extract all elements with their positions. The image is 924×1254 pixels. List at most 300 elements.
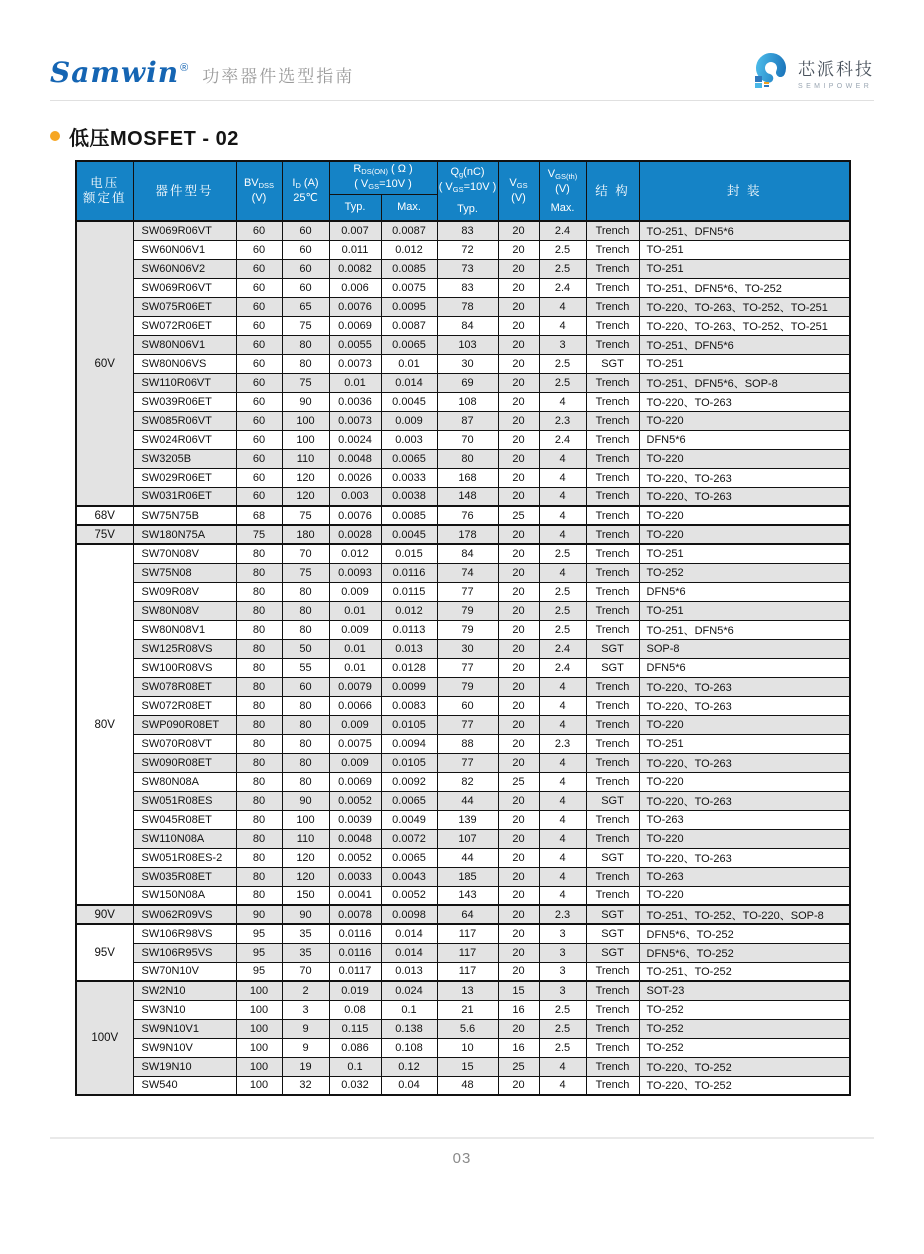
cell-id: 90	[282, 905, 329, 924]
cell-id: 75	[282, 563, 329, 582]
cell-part-number: SW125R08VS	[133, 639, 236, 658]
table-row	[76, 449, 850, 468]
table-row	[76, 791, 850, 810]
cell-bvdss: 60	[236, 449, 282, 468]
cell-id: 80	[282, 354, 329, 373]
cell-rdson-max: 0.138	[381, 1019, 437, 1038]
col-qg	[437, 161, 498, 221]
semipower-logo-icon	[748, 51, 790, 93]
cell-package: TO-220、TO-263、TO-252、TO-251	[639, 316, 850, 335]
cell-rdson-max: 0.1	[381, 1000, 437, 1019]
cell-id: 80	[282, 601, 329, 620]
qg-base: Q	[450, 166, 459, 178]
cell-package: TO-220、TO-263	[639, 791, 850, 810]
vgs-sub: GS	[516, 181, 528, 190]
cell-rdson-typ: 0.009	[329, 715, 381, 734]
cell-structure: Trench	[586, 449, 639, 468]
cell-bvdss: 90	[236, 905, 282, 924]
cell-part-number: SW024R06VT	[133, 430, 236, 449]
cell-id: 80	[282, 734, 329, 753]
cell-vgs: 20	[498, 1076, 539, 1095]
cell-bvdss: 80	[236, 582, 282, 601]
cell-rdson-max: 0.0045	[381, 525, 437, 544]
cell-rdson-max: 0.0128	[381, 658, 437, 677]
cell-part-number: SW75N08	[133, 563, 236, 582]
cell-qg-typ: 79	[437, 677, 498, 696]
cell-rdson-typ: 0.086	[329, 1038, 381, 1057]
cell-vgsth-max: 2.5	[539, 582, 586, 601]
cell-rdson-typ: 0.0052	[329, 791, 381, 810]
cell-qg-typ: 117	[437, 962, 498, 981]
cell-structure: Trench	[586, 772, 639, 791]
cell-package: TO-220、TO-263、TO-252、TO-251	[639, 297, 850, 316]
cell-package: TO-251	[639, 259, 850, 278]
cell-id: 80	[282, 335, 329, 354]
cell-part-number: SW062R09VS	[133, 905, 236, 924]
cell-bvdss: 95	[236, 962, 282, 981]
cell-part-number: SW60N06V1	[133, 240, 236, 259]
cell-vgsth-max: 2.5	[539, 601, 586, 620]
table-row	[76, 240, 850, 259]
cell-rdson-typ: 0.0039	[329, 810, 381, 829]
cell-qg-typ: 70	[437, 430, 498, 449]
cell-id: 9	[282, 1038, 329, 1057]
cell-id: 180	[282, 525, 329, 544]
cell-package: TO-220	[639, 829, 850, 848]
cell-rdson-max: 0.014	[381, 373, 437, 392]
cell-rdson-typ: 0.0041	[329, 886, 381, 905]
cell-qg-typ: 30	[437, 639, 498, 658]
cell-vgs: 20	[498, 316, 539, 335]
table-row	[76, 1057, 850, 1076]
cell-rdson-typ: 0.0073	[329, 354, 381, 373]
cell-part-number: SW029R06ET	[133, 468, 236, 487]
cell-part-number: SW60N06V2	[133, 259, 236, 278]
cell-qg-typ: 10	[437, 1038, 498, 1057]
table-row	[76, 373, 850, 392]
cell-id: 2	[282, 981, 329, 1000]
cell-structure: Trench	[586, 525, 639, 544]
cell-vgsth-max: 4	[539, 297, 586, 316]
cell-vgsth-max: 4	[539, 867, 586, 886]
cell-package: TO-263	[639, 810, 850, 829]
cell-vgsth-max: 4	[539, 696, 586, 715]
cell-qg-typ: 80	[437, 449, 498, 468]
cell-part-number: SW078R08ET	[133, 677, 236, 696]
bvdss-sub: DSS	[258, 181, 275, 190]
cell-qg-typ: 30	[437, 354, 498, 373]
cell-structure: Trench	[586, 1000, 639, 1019]
cell-bvdss: 80	[236, 544, 282, 563]
cell-rdson-max: 0.003	[381, 430, 437, 449]
cell-vgsth-max: 2.3	[539, 905, 586, 924]
mosfet-selection-table	[75, 160, 851, 1096]
vgs-unit: (V)	[511, 192, 526, 204]
page-title: 低压MOSFET - 02	[69, 127, 239, 150]
table-row	[76, 924, 850, 943]
cell-package: DFN5*6	[639, 582, 850, 601]
table-row	[76, 563, 850, 582]
cell-vgsth-max: 3	[539, 335, 586, 354]
table-row	[76, 392, 850, 411]
cell-vgs: 20	[498, 259, 539, 278]
cell-part-number: SW069R06VT	[133, 221, 236, 240]
cell-package: TO-251	[639, 601, 850, 620]
cell-package: TO-220	[639, 449, 850, 468]
cell-part-number: SW039R06ET	[133, 392, 236, 411]
cell-vgs: 20	[498, 905, 539, 924]
cell-part-number: SW9N10V1	[133, 1019, 236, 1038]
cell-qg-typ: 148	[437, 487, 498, 506]
table-header	[76, 161, 850, 221]
cell-structure: Trench	[586, 411, 639, 430]
cell-package: TO-251	[639, 354, 850, 373]
cell-rdson-max: 0.012	[381, 601, 437, 620]
table-row	[76, 221, 850, 240]
cell-vgsth-max: 4	[539, 316, 586, 335]
voltage-group-label: 68V	[76, 506, 133, 525]
cell-id: 60	[282, 259, 329, 278]
cell-qg-typ: 72	[437, 240, 498, 259]
cell-bvdss: 100	[236, 1019, 282, 1038]
rdson-cond-post: =10V )	[379, 177, 412, 190]
cell-vgs: 20	[498, 525, 539, 544]
cell-id: 110	[282, 829, 329, 848]
cell-structure: Trench	[586, 278, 639, 297]
cell-id: 60	[282, 221, 329, 240]
cell-structure: Trench	[586, 734, 639, 753]
cell-qg-typ: 15	[437, 1057, 498, 1076]
cell-part-number: SW069R06VT	[133, 278, 236, 297]
cell-id: 65	[282, 297, 329, 316]
cell-rdson-max: 0.0065	[381, 335, 437, 354]
cell-qg-typ: 168	[437, 468, 498, 487]
cell-package: TO-252	[639, 1038, 850, 1057]
cell-rdson-typ: 0.1	[329, 1057, 381, 1076]
cell-qg-typ: 143	[437, 886, 498, 905]
cell-package: TO-251、DFN5*6	[639, 221, 850, 240]
cell-rdson-max: 0.01	[381, 354, 437, 373]
cell-structure: Trench	[586, 962, 639, 981]
cell-vgs: 20	[498, 221, 539, 240]
col-structure: 结 构	[586, 161, 639, 221]
cell-part-number: SW80N08A	[133, 772, 236, 791]
table-row	[76, 734, 850, 753]
cell-id: 120	[282, 487, 329, 506]
cell-vgsth-max: 4	[539, 791, 586, 810]
header-divider	[50, 100, 874, 101]
cell-part-number: SW19N10	[133, 1057, 236, 1076]
cell-structure: SGT	[586, 848, 639, 867]
cell-id: 3	[282, 1000, 329, 1019]
cell-part-number: SW085R06VT	[133, 411, 236, 430]
cell-qg-typ: 139	[437, 810, 498, 829]
cell-vgs: 20	[498, 544, 539, 563]
cell-qg-typ: 107	[437, 829, 498, 848]
cell-vgs: 20	[498, 354, 539, 373]
cell-id: 120	[282, 848, 329, 867]
cell-qg-typ: 82	[437, 772, 498, 791]
table-row	[76, 487, 850, 506]
cell-part-number: SW2N10	[133, 981, 236, 1000]
orange-bullet-icon	[50, 131, 60, 141]
cell-vgsth-max: 4	[539, 563, 586, 582]
cell-package: TO-251	[639, 734, 850, 753]
vgsth-base: V	[547, 167, 556, 180]
cell-id: 9	[282, 1019, 329, 1038]
cell-bvdss: 100	[236, 1057, 282, 1076]
cell-vgs: 20	[498, 867, 539, 886]
cell-id: 80	[282, 715, 329, 734]
cell-rdson-typ: 0.0078	[329, 905, 381, 924]
table-row	[76, 582, 850, 601]
cell-part-number: SW075R06ET	[133, 297, 236, 316]
cell-qg-typ: 117	[437, 924, 498, 943]
cell-part-number: SW3205B	[133, 449, 236, 468]
cell-vgs: 20	[498, 962, 539, 981]
cell-bvdss: 80	[236, 848, 282, 867]
cell-structure: Trench	[586, 430, 639, 449]
cell-rdson-max: 0.0087	[381, 221, 437, 240]
cell-bvdss: 80	[236, 829, 282, 848]
cell-id: 80	[282, 696, 329, 715]
cell-structure: Trench	[586, 829, 639, 848]
cell-vgs: 16	[498, 1038, 539, 1057]
cell-bvdss: 60	[236, 316, 282, 335]
cell-bvdss: 60	[236, 411, 282, 430]
cell-package: TO-252	[639, 1019, 850, 1038]
table-row	[76, 772, 850, 791]
cell-vgsth-max: 2.5	[539, 620, 586, 639]
cell-rdson-max: 0.012	[381, 240, 437, 259]
cell-rdson-typ: 0.007	[329, 221, 381, 240]
col-vgsth	[539, 161, 586, 221]
cell-vgsth-max: 4	[539, 468, 586, 487]
cell-vgsth-max: 4	[539, 715, 586, 734]
cell-rdson-max: 0.0087	[381, 316, 437, 335]
rdson-sub: DS(ON)	[361, 166, 388, 176]
table-row	[76, 1000, 850, 1019]
rdson-after: ( Ω )	[387, 162, 413, 175]
cell-qg-typ: 74	[437, 563, 498, 582]
cell-structure: Trench	[586, 810, 639, 829]
cell-vgsth-max: 2.5	[539, 354, 586, 373]
qg-cond-sub: GS	[452, 185, 464, 194]
cell-rdson-max: 0.013	[381, 639, 437, 658]
cell-rdson-typ: 0.006	[329, 278, 381, 297]
cell-package: TO-252	[639, 1000, 850, 1019]
cell-package: TO-251、DFN5*6	[639, 335, 850, 354]
cell-id: 60	[282, 278, 329, 297]
cell-structure: Trench	[586, 601, 639, 620]
cell-vgsth-max: 2.5	[539, 373, 586, 392]
cell-vgs: 20	[498, 601, 539, 620]
cell-rdson-max: 0.015	[381, 544, 437, 563]
cell-bvdss: 60	[236, 240, 282, 259]
id-base: I	[292, 177, 296, 189]
cell-structure: SGT	[586, 924, 639, 943]
cell-rdson-max: 0.0085	[381, 506, 437, 525]
table-row	[76, 468, 850, 487]
cell-rdson-max: 0.0065	[381, 449, 437, 468]
table-row	[76, 316, 850, 335]
cell-part-number: SW540	[133, 1076, 236, 1095]
table-row	[76, 1076, 850, 1095]
cell-vgs: 20	[498, 297, 539, 316]
cell-structure: Trench	[586, 506, 639, 525]
cell-id: 120	[282, 468, 329, 487]
cell-vgs: 20	[498, 677, 539, 696]
cell-package: TO-220、TO-263	[639, 487, 850, 506]
cell-vgsth-max: 2.4	[539, 658, 586, 677]
cell-rdson-typ: 0.0052	[329, 848, 381, 867]
cell-vgs: 20	[498, 620, 539, 639]
table-row	[76, 829, 850, 848]
cell-vgs: 20	[498, 563, 539, 582]
cell-rdson-max: 0.0113	[381, 620, 437, 639]
cell-id: 110	[282, 449, 329, 468]
cell-rdson-typ: 0.0073	[329, 411, 381, 430]
voltage-group-label: 60V	[76, 221, 133, 506]
cell-part-number: SW110R06VT	[133, 373, 236, 392]
cell-id: 90	[282, 392, 329, 411]
cell-bvdss: 60	[236, 392, 282, 411]
cell-structure: Trench	[586, 1057, 639, 1076]
cell-id: 80	[282, 772, 329, 791]
cell-bvdss: 95	[236, 924, 282, 943]
cell-rdson-typ: 0.01	[329, 639, 381, 658]
cell-package: DFN5*6	[639, 430, 850, 449]
cell-vgs: 20	[498, 373, 539, 392]
table-row	[76, 696, 850, 715]
cell-part-number: SW031R06ET	[133, 487, 236, 506]
cell-vgsth-max: 3	[539, 962, 586, 981]
cell-qg-typ: 69	[437, 373, 498, 392]
cell-qg-typ: 76	[437, 506, 498, 525]
id-sub: D	[295, 181, 301, 190]
cell-part-number: SW051R08ES-2	[133, 848, 236, 867]
cell-vgs: 20	[498, 278, 539, 297]
cell-part-number: SW090R08ET	[133, 753, 236, 772]
cell-part-number: SW80N08V1	[133, 620, 236, 639]
logo-en-text: SEMIPOWER	[798, 82, 873, 90]
cell-bvdss: 80	[236, 601, 282, 620]
cell-id: 100	[282, 810, 329, 829]
table-row	[76, 411, 850, 430]
cell-part-number: SW150N08A	[133, 886, 236, 905]
rdson-base: R	[353, 162, 362, 175]
cell-bvdss: 60	[236, 373, 282, 392]
cell-rdson-typ: 0.0048	[329, 449, 381, 468]
id-after: (A)	[300, 177, 319, 189]
table-row	[76, 810, 850, 829]
cell-structure: Trench	[586, 221, 639, 240]
cell-structure: Trench	[586, 316, 639, 335]
cell-vgsth-max: 2.3	[539, 411, 586, 430]
cell-rdson-max: 0.0105	[381, 753, 437, 772]
cell-rdson-max: 0.0115	[381, 582, 437, 601]
cell-part-number: SW3N10	[133, 1000, 236, 1019]
cell-qg-typ: 84	[437, 544, 498, 563]
cell-vgsth-max: 2.4	[539, 430, 586, 449]
cell-vgsth-max: 2.5	[539, 1000, 586, 1019]
cell-part-number: SW70N10V	[133, 962, 236, 981]
cell-vgs: 15	[498, 981, 539, 1000]
table-row	[76, 1038, 850, 1057]
cell-id: 100	[282, 411, 329, 430]
table-row	[76, 620, 850, 639]
cell-rdson-typ: 0.0079	[329, 677, 381, 696]
cell-qg-typ: 44	[437, 848, 498, 867]
table-row	[76, 259, 850, 278]
cell-rdson-max: 0.014	[381, 943, 437, 962]
cell-qg-typ: 77	[437, 753, 498, 772]
cell-structure: Trench	[586, 468, 639, 487]
cell-vgs: 20	[498, 240, 539, 259]
cell-rdson-typ: 0.01	[329, 373, 381, 392]
cell-rdson-typ: 0.019	[329, 981, 381, 1000]
cell-package: DFN5*6、TO-252	[639, 943, 850, 962]
guide-subtitle: 功率器件选型指南	[202, 66, 355, 86]
qg-cond-post: =10V )	[463, 181, 497, 193]
cell-package: SOP-8	[639, 639, 850, 658]
table-row	[76, 525, 850, 544]
cell-package: TO-251、DFN5*6、SOP-8	[639, 373, 850, 392]
cell-qg-typ: 103	[437, 335, 498, 354]
cell-bvdss: 80	[236, 658, 282, 677]
cell-structure: Trench	[586, 867, 639, 886]
cell-part-number: SW051R08ES	[133, 791, 236, 810]
cell-id: 70	[282, 962, 329, 981]
col-package: 封 装	[639, 161, 850, 221]
cell-rdson-typ: 0.0033	[329, 867, 381, 886]
table-header-row-main	[76, 161, 850, 194]
table-body	[76, 221, 850, 1095]
cell-qg-typ: 88	[437, 734, 498, 753]
cell-package: TO-220、TO-263	[639, 468, 850, 487]
cell-structure: SGT	[586, 791, 639, 810]
cell-part-number: SW106R98VS	[133, 924, 236, 943]
cell-package: TO-251、TO-252、TO-220、SOP-8	[639, 905, 850, 924]
cell-vgsth-max: 4	[539, 449, 586, 468]
cell-id: 50	[282, 639, 329, 658]
cell-vgsth-max: 4	[539, 1057, 586, 1076]
cell-rdson-typ: 0.0076	[329, 297, 381, 316]
table-row	[76, 506, 850, 525]
table-row	[76, 278, 850, 297]
cell-vgsth-max: 4	[539, 772, 586, 791]
cell-vgs: 20	[498, 468, 539, 487]
cell-bvdss: 60	[236, 430, 282, 449]
cell-vgs: 20	[498, 658, 539, 677]
cell-bvdss: 80	[236, 563, 282, 582]
vgs-base: V	[509, 177, 517, 189]
cell-qg-typ: 84	[437, 316, 498, 335]
cell-rdson-max: 0.0085	[381, 259, 437, 278]
cell-package: TO-220、TO-252	[639, 1076, 850, 1095]
cell-id: 100	[282, 430, 329, 449]
cell-part-number: SW180N75A	[133, 525, 236, 544]
cell-rdson-typ: 0.0093	[329, 563, 381, 582]
cell-vgs: 20	[498, 791, 539, 810]
cell-vgsth-max: 3	[539, 943, 586, 962]
cell-vgsth-max: 4	[539, 525, 586, 544]
cell-structure: SGT	[586, 943, 639, 962]
cell-structure: SGT	[586, 354, 639, 373]
cell-bvdss: 60	[236, 221, 282, 240]
cell-package: TO-220	[639, 411, 850, 430]
cell-bvdss: 60	[236, 259, 282, 278]
